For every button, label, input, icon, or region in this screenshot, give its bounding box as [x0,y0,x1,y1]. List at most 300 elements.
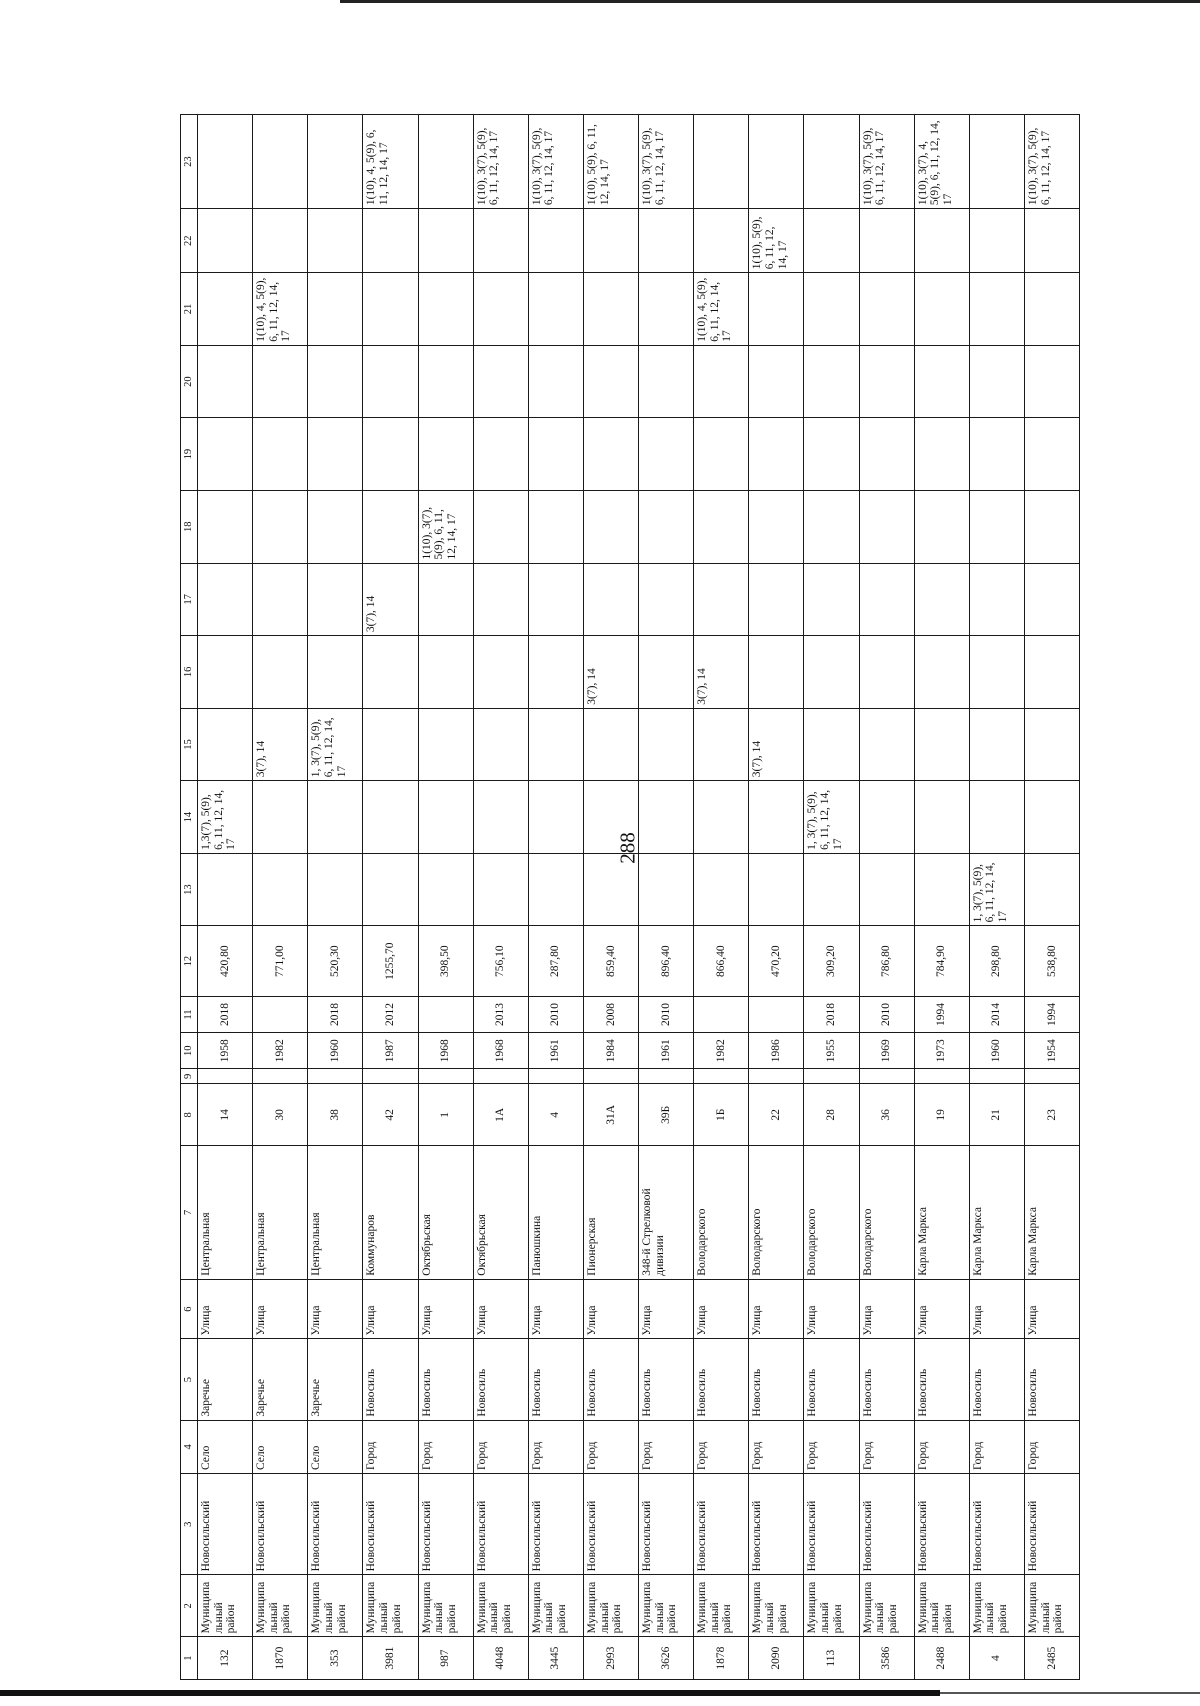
table-cell-col-13 [859,853,914,926]
table-cell-col-11: 2018 [308,996,363,1032]
table-cell-col-14 [418,781,473,854]
table-cell-col-8: 30 [253,1084,308,1146]
table-cell-col-6: Улица [749,1279,804,1339]
table-cell-col-13: 1, 3(7), 5(9), 6, 11, 12, 14, 17 [969,853,1024,926]
table-cell-col-17 [418,563,473,636]
table-cell-col-19 [914,418,969,491]
table-cell-col-6: Улица [1024,1279,1079,1339]
table-cell-col-3: Новосильский [253,1474,308,1575]
table-cell-col-16 [1024,636,1079,709]
column-header-22: 22 [181,209,198,273]
top-edge-line [340,0,1200,3]
table-cell-col-12: 420,80 [198,926,253,996]
table-cell-col-18 [1024,490,1079,563]
table-cell-col-9 [308,1069,363,1084]
table-cell-col-23: 1(10), 3(7), 5(9), 6, 11, 12, 14, 17 [473,115,528,209]
table-cell-col-7: Володарского [694,1146,749,1279]
table-cell-col-5: Новосиль [418,1339,473,1420]
table-cell-col-2: Муниципальный район [308,1575,363,1637]
table-cell-col-8: 39Б [639,1084,694,1146]
table-cell-col-22 [914,209,969,273]
column-header-21: 21 [181,273,198,346]
table-cell-col-5: Заречье [198,1339,253,1420]
table-cell-col-21 [363,273,418,346]
table-row [1024,115,1079,1680]
table-cell-col-4: Город [1024,1420,1079,1473]
table-cell-col-7: Октябрьская [473,1146,528,1279]
table-cell-col-3: Новосильский [914,1474,969,1575]
table-cell-col-7: Центральная [253,1146,308,1279]
table-cell-col-19 [1024,418,1079,491]
table-cell-col-15 [1024,708,1079,781]
table-cell-col-13 [914,853,969,926]
table-cell-col-1: 3981 [363,1637,418,1680]
table-cell-col-2: Муниципальный район [253,1575,308,1637]
table-cell-col-16 [308,636,363,709]
table-cell-col-21: 1(10), 4, 5(9), 6, 11, 12, 14, 17 [694,273,749,346]
table-cell-col-23 [804,115,859,209]
table-cell-col-7: Володарского [749,1146,804,1279]
table-cell-col-11: 1994 [914,996,969,1032]
table-cell-col-2: Муниципальный район [583,1575,638,1637]
table-cell-col-14 [969,781,1024,854]
table-cell-col-14 [1024,781,1079,854]
table-cell-col-11: 2018 [804,996,859,1032]
column-header-23: 23 [181,115,198,209]
table-row [859,115,914,1680]
table-cell-col-14 [363,781,418,854]
table-cell-col-4: Город [859,1420,914,1473]
table-cell-col-18 [914,490,969,563]
table-cell-col-15 [528,708,583,781]
table-cell-col-3: Новосильский [583,1474,638,1575]
table-cell-col-9 [528,1069,583,1084]
table-cell-col-18 [528,490,583,563]
table-cell-col-7: Карла Маркса [914,1146,969,1279]
table-cell-col-19 [253,418,308,491]
table-cell-col-21 [969,273,1024,346]
table-cell-col-9 [363,1069,418,1084]
table-cell-col-17 [253,563,308,636]
table-cell-col-12: 786,80 [859,926,914,996]
table-cell-col-17 [308,563,363,636]
table-cell-col-18 [749,490,804,563]
table-cell-col-18 [804,490,859,563]
housing-register-table [180,114,1080,1680]
table-cell-col-2: Муниципальный район [639,1575,694,1637]
table-cell-col-7: Володарского [804,1146,859,1279]
table-cell-col-10: 1986 [749,1033,804,1069]
table-cell-col-23: 1(10), 3(7), 5(9), 6, 11, 12, 14, 17 [859,115,914,209]
table-cell-col-22 [418,209,473,273]
table-cell-col-10: 1969 [859,1033,914,1069]
table-cell-col-19 [308,418,363,491]
table-cell-col-21 [308,273,363,346]
table-cell-col-5: Новосиль [528,1339,583,1420]
table-cell-col-7: Панюшкина [528,1146,583,1279]
table-cell-col-20 [308,345,363,418]
column-header-20: 20 [181,345,198,418]
table-cell-col-3: Новосильский [418,1474,473,1575]
table-cell-col-20 [583,345,638,418]
table-cell-col-2: Муниципальный район [418,1575,473,1637]
table-cell-col-15 [969,708,1024,781]
table-cell-col-12: 866,40 [694,926,749,996]
table-cell-col-3: Новосильский [528,1474,583,1575]
table-cell-col-21 [804,273,859,346]
table-cell-col-20 [639,345,694,418]
table-cell-col-14 [583,781,638,854]
table-row [583,115,638,1680]
table-cell-col-8: 23 [1024,1084,1079,1146]
table-cell-col-11 [694,996,749,1032]
table-cell-col-14 [473,781,528,854]
table-cell-col-16 [473,636,528,709]
table-cell-col-3: Новосильский [749,1474,804,1575]
table-cell-col-5: Новосиль [804,1339,859,1420]
table-cell-col-20 [749,345,804,418]
table-cell-col-10: 1955 [804,1033,859,1069]
table-cell-col-12: 784,90 [914,926,969,996]
table-cell-col-17 [583,563,638,636]
table-cell-col-11: 2013 [473,996,528,1032]
table-cell-col-11: 2008 [583,996,638,1032]
column-header-14: 14 [181,781,198,854]
table-cell-col-17 [914,563,969,636]
table-cell-col-6: Улица [363,1279,418,1339]
table-cell-col-13 [198,853,253,926]
table-cell-col-18 [694,490,749,563]
table-cell-col-19 [969,418,1024,491]
table-row [804,115,859,1680]
table-cell-col-17 [749,563,804,636]
table-cell-col-19 [583,418,638,491]
table-cell-col-1: 353 [308,1637,363,1680]
table-cell-col-19 [859,418,914,491]
table-row [914,115,969,1680]
column-header-5: 5 [181,1339,198,1420]
table-cell-col-11 [749,996,804,1032]
table-cell-col-12: 398,50 [418,926,473,996]
table-cell-col-4: Село [198,1420,253,1473]
table-row [198,115,253,1680]
table-cell-col-16 [804,636,859,709]
table-cell-col-12: 538,80 [1024,926,1079,996]
table-cell-col-20 [914,345,969,418]
table-cell-col-7: Коммунаров [363,1146,418,1279]
table-cell-col-17 [473,563,528,636]
table-cell-col-13 [804,853,859,926]
table-cell-col-13 [473,853,528,926]
table-cell-col-15 [859,708,914,781]
table-cell-col-2: Муниципальный район [804,1575,859,1637]
column-header-17: 17 [181,563,198,636]
table-cell-col-1: 2993 [583,1637,638,1680]
table-cell-col-21 [639,273,694,346]
table-cell-col-9 [969,1069,1024,1084]
table-cell-col-22 [969,209,1024,273]
table-cell-col-23 [749,115,804,209]
table-cell-col-10: 1982 [253,1033,308,1069]
table-cell-col-1: 4048 [473,1637,528,1680]
table-cell-col-6: Улица [198,1279,253,1339]
table-cell-col-5: Новосиль [1024,1339,1079,1420]
table-cell-col-18 [583,490,638,563]
table-cell-col-15: 3(7), 14 [253,708,308,781]
table-cell-col-21 [198,273,253,346]
table-cell-col-9 [859,1069,914,1084]
table-cell-col-21 [418,273,473,346]
table-cell-col-8: 1А [473,1084,528,1146]
table-cell-col-15 [694,708,749,781]
table-cell-col-23: 1(10), 3(7), 5(9), 6, 11, 12, 14, 17 [639,115,694,209]
table-cell-col-8: 4 [528,1084,583,1146]
table-row [473,115,528,1680]
table-cell-col-23 [198,115,253,209]
table-cell-col-21 [1024,273,1079,346]
table-cell-col-10: 1987 [363,1033,418,1069]
table-cell-col-5: Новосиль [694,1339,749,1420]
table-cell-col-15 [418,708,473,781]
table-cell-col-8: 1 [418,1084,473,1146]
table-cell-col-10: 1958 [198,1033,253,1069]
table-cell-col-16: 3(7), 14 [583,636,638,709]
table-cell-col-13 [694,853,749,926]
column-header-2: 2 [181,1575,198,1637]
table-cell-col-3: Новосильский [363,1474,418,1575]
table-cell-col-21 [473,273,528,346]
table-cell-col-6: Улица [639,1279,694,1339]
column-header-16: 16 [181,636,198,709]
table-cell-col-12: 309,20 [804,926,859,996]
table-cell-col-23: 1(10), 3(7), 5(9), 6, 11, 12, 14, 17 [528,115,583,209]
table-cell-col-21 [859,273,914,346]
table-cell-col-2: Муниципальный район [1024,1575,1079,1637]
table-cell-col-3: Новосильский [859,1474,914,1575]
table-row [308,115,363,1680]
table-cell-col-18: 1(10), 3(7), 5(9), 6, 11, 12, 14, 17 [418,490,473,563]
table-cell-col-9 [473,1069,528,1084]
table-cell-col-13 [749,853,804,926]
table-cell-col-8: 38 [308,1084,363,1146]
table-cell-col-22 [473,209,528,273]
table-cell-col-16 [528,636,583,709]
table-cell-col-19 [418,418,473,491]
table-cell-col-2: Муниципальный район [363,1575,418,1637]
column-header-8: 8 [181,1084,198,1146]
table-cell-col-1: 4 [969,1637,1024,1680]
table-row [528,115,583,1680]
table-cell-col-3: Новосильский [804,1474,859,1575]
table-cell-col-11: 2010 [859,996,914,1032]
column-header-15: 15 [181,708,198,781]
table-cell-col-7: 348-й Стрелковой дивизии [639,1146,694,1279]
table-cell-col-5: Новосиль [749,1339,804,1420]
table-cell-col-19 [639,418,694,491]
table-cell-col-12: 756,10 [473,926,528,996]
table-cell-col-6: Улица [914,1279,969,1339]
table-cell-col-12: 470,20 [749,926,804,996]
table-cell-col-15 [804,708,859,781]
bottom-edge-line-thin [940,1692,1200,1694]
table-cell-col-19 [528,418,583,491]
column-header-12: 12 [181,926,198,996]
table-cell-col-2: Муниципальный район [528,1575,583,1637]
table-cell-col-22 [253,209,308,273]
table-cell-col-7: Центральная [308,1146,363,1279]
table-cell-col-19 [694,418,749,491]
table-cell-col-12: 771,00 [253,926,308,996]
table-cell-col-1: 1870 [253,1637,308,1680]
table-cell-col-16 [198,636,253,709]
table-cell-col-16: 3(7), 14 [694,636,749,709]
table-row [363,115,418,1680]
table-body [198,115,1080,1680]
table-cell-col-5: Новосиль [583,1339,638,1420]
table-cell-col-7: Октябрьская [418,1146,473,1279]
table-cell-col-14: 1, 3(7), 5(9), 6, 11, 12, 14, 17 [804,781,859,854]
table-cell-col-14 [749,781,804,854]
column-number-header-row [181,115,198,1680]
table-cell-col-6: Улица [804,1279,859,1339]
table-cell-col-1: 2090 [749,1637,804,1680]
table-cell-col-4: Город [694,1420,749,1473]
table-cell-col-14 [639,781,694,854]
table-cell-col-15: 3(7), 14 [749,708,804,781]
page-number: 288 [615,832,640,864]
table-cell-col-10: 1960 [969,1033,1024,1069]
table-cell-col-23: 1(10), 4, 5(9), 6, 11, 12, 14, 17 [363,115,418,209]
table-cell-col-18 [639,490,694,563]
table-cell-col-4: Село [253,1420,308,1473]
table-cell-col-19 [473,418,528,491]
table-cell-col-6: Улица [473,1279,528,1339]
table-cell-col-2: Муниципальный район [914,1575,969,1637]
table-cell-col-4: Город [969,1420,1024,1473]
table-cell-col-13 [308,853,363,926]
table-cell-col-18 [363,490,418,563]
table-cell-col-5: Новосиль [859,1339,914,1420]
table-cell-col-15 [473,708,528,781]
column-header-3: 3 [181,1474,198,1575]
table-cell-col-9 [583,1069,638,1084]
table-cell-col-22 [583,209,638,273]
table-cell-col-19 [363,418,418,491]
table-row [694,115,749,1680]
table-cell-col-11: 2010 [528,996,583,1032]
table-cell-col-19 [804,418,859,491]
table-cell-col-23 [253,115,308,209]
table-cell-col-17: 3(7), 14 [363,563,418,636]
table-cell-col-3: Новосильский [1024,1474,1079,1575]
table-cell-col-4: Город [583,1420,638,1473]
table-cell-col-11 [418,996,473,1032]
table-cell-col-23: 1(10), 3(7), 5(9), 6, 11, 12, 14, 17 [1024,115,1079,209]
table-cell-col-10: 1982 [694,1033,749,1069]
table-cell-col-8: 36 [859,1084,914,1146]
table-cell-col-20 [198,345,253,418]
table-cell-col-22 [363,209,418,273]
table-cell-col-16 [639,636,694,709]
table-cell-col-7: Пионерская [583,1146,638,1279]
table-cell-col-20 [969,345,1024,418]
table-cell-col-15 [198,708,253,781]
table-cell-col-9 [198,1069,253,1084]
table-cell-col-2: Муниципальный район [694,1575,749,1637]
table-cell-col-4: Село [308,1420,363,1473]
table-cell-col-17 [639,563,694,636]
table-cell-col-15: 1, 3(7), 5(9), 6, 11, 12, 14, 17 [308,708,363,781]
table-cell-col-9 [804,1069,859,1084]
table-cell-col-10: 1973 [914,1033,969,1069]
table-cell-col-9 [749,1069,804,1084]
table-cell-col-13 [418,853,473,926]
table-cell-col-9 [1024,1069,1079,1084]
table-cell-col-18 [253,490,308,563]
table-cell-col-6: Улица [528,1279,583,1339]
table-cell-col-1: 2488 [914,1637,969,1680]
table-cell-col-16 [253,636,308,709]
table-cell-col-8: 14 [198,1084,253,1146]
table-cell-col-14 [914,781,969,854]
table-cell-col-5: Новосиль [363,1339,418,1420]
table-cell-col-14 [308,781,363,854]
table-cell-col-2: Муниципальный район [198,1575,253,1637]
table-cell-col-5: Заречье [253,1339,308,1420]
table-cell-col-22 [694,209,749,273]
column-header-19: 19 [181,418,198,491]
table-cell-col-5: Новосиль [969,1339,1024,1420]
table-cell-col-21: 1(10), 4, 5(9), 6, 11, 12, 14, 17 [253,273,308,346]
table-row [253,115,308,1680]
table-cell-col-6: Улица [418,1279,473,1339]
table-cell-col-20 [473,345,528,418]
table-cell-col-3: Новосильский [969,1474,1024,1575]
table-cell-col-20 [859,345,914,418]
table-cell-col-8: 42 [363,1084,418,1146]
table-cell-col-6: Улица [969,1279,1024,1339]
table-cell-col-18 [969,490,1024,563]
table-cell-col-10: 1984 [583,1033,638,1069]
table-cell-col-7: Центральная [198,1146,253,1279]
table-cell-col-18 [198,490,253,563]
table-cell-col-22: 1(10), 5(9), 6, 11, 12, 14, 17 [749,209,804,273]
table-cell-col-22 [859,209,914,273]
table-cell-col-1: 3626 [639,1637,694,1680]
table-cell-col-20 [1024,345,1079,418]
table-cell-col-3: Новосильский [473,1474,528,1575]
table-cell-col-5: Заречье [308,1339,363,1420]
table-cell-col-6: Улица [253,1279,308,1339]
table-cell-col-16 [418,636,473,709]
table-cell-col-1: 2485 [1024,1637,1079,1680]
table-cell-col-6: Улица [308,1279,363,1339]
table-cell-col-4: Город [914,1420,969,1473]
table-cell-col-7: Карла Маркса [969,1146,1024,1279]
table-cell-col-8: 28 [804,1084,859,1146]
table-cell-col-11: 2018 [198,996,253,1032]
table-cell-col-12: 520,30 [308,926,363,996]
table-cell-col-11: 2010 [639,996,694,1032]
table-cell-col-19 [749,418,804,491]
table-cell-col-11: 1994 [1024,996,1079,1032]
table-cell-col-12: 1255,70 [363,926,418,996]
table-cell-col-3: Новосильский [308,1474,363,1575]
column-header-6: 6 [181,1279,198,1339]
table-cell-col-14 [253,781,308,854]
table-cell-col-17 [198,563,253,636]
table-cell-col-2: Муниципальный район [859,1575,914,1637]
